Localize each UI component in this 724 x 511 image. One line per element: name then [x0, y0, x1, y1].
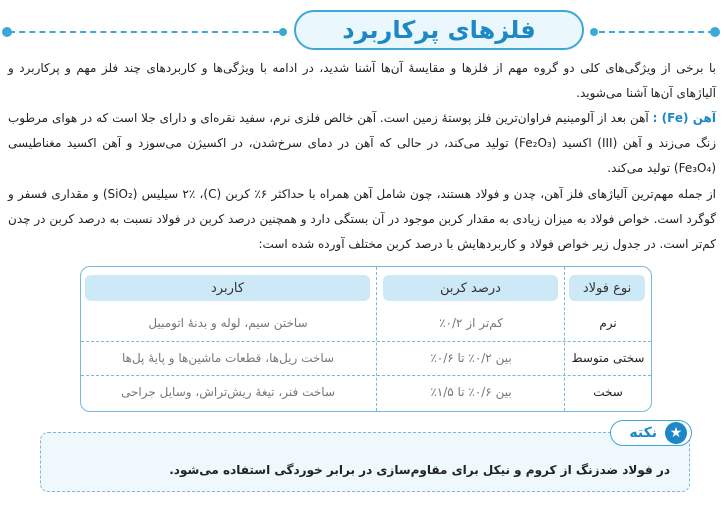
title-dot-right [710, 27, 720, 37]
intro-paragraph: با برخی از ویژگی‌های کلی دو گروه مهم از فلزها و مقایسهٔ آن‌ها آشنا شدید، در ادامه با ویژگی‌ها و کاربردهای چند فلز مهم و پرکاربرد و آلیاژهای آن‌ها آشنا می‌شوید. [8, 61, 716, 100]
title-dashed-line-left [9, 31, 279, 33]
table-cell-carbon: بین ۰/۶٪ تا ۱/۵٪ [430, 385, 512, 399]
iron-paragraph [8, 106, 716, 181]
title-dot-left-inner [279, 28, 287, 36]
table-cell-carbon: بین ۰/۲٪ تا ۰/۶٪ [430, 351, 512, 365]
table-cell-type: سخت [593, 385, 623, 399]
title-dot-right-inner [590, 28, 598, 36]
header-carbon-percent: درصد کربن [383, 275, 558, 301]
table-cell-carbon: کم‌تر از ۰/۲٪ [439, 316, 503, 330]
title-pill [294, 10, 584, 50]
page-title: فلزهای پرکاربرد [342, 16, 536, 44]
iron-heading: آهن (Fe) : [652, 111, 716, 125]
table-cell-application: ساخت ریل‌ها، قطعات ماشین‌ها و پایهٔ پل‌ها [121, 351, 335, 365]
table-cell-application: ساختن سیم، لوله و بدنهٔ اتومبیل [148, 316, 308, 330]
header-steel-type: نوع فولاد [569, 275, 645, 301]
note-badge [610, 420, 692, 446]
iron-paragraph-text: آهن بعد از آلومینیم فراوان‌ترین فلز پوستهٔ زمین است. آهن خالص فلزی نرم، سفید نقره‌ای و دارای جلا است که در هوای مرطوب زنگ می‌زند و آهن (III) اکسید (Fe₂O₃) تولید می‌کند، در حالی که آهن در دمای سرخ‌شدن، در اکسیژن می‌سوزد و آهن اکسید مغناطیسی (Fe₃O₄) تولید می‌کند. [8, 111, 716, 175]
header-application: کاربرد [85, 275, 370, 301]
alloys-paragraph: از جمله مهم‌ترین آلیاژهای فلز آهن، چدن و فولاد هستند، چون شامل آهن همراه با حداکثر ۶٪ کربن (C)، ۲٪ سیلیس (SiO₂) و مقداری فسفر و گوگرد است. خواص فولاد به میزان زیادی به مقدار کربن موجود در آن بستگی دارد و همچنین درصد کربن در فولاد نسبت به درصد کربن در چدن کم‌تر است. در جدول زیر خواص فولاد و کاربردهایش با درصد کربن مختلف آورده شده است: [8, 187, 716, 251]
note-text: در فولاد ضدزنگ از کروم و نیکل برای مقاوم‌سازی در برابر خوردگی استفاده می‌شود. [169, 463, 670, 477]
star-icon: ★ [665, 422, 687, 444]
steel-properties-table [80, 266, 652, 412]
note-label: نکته [629, 425, 657, 441]
table-cell-type: نرم [599, 316, 617, 330]
section-title-banner [0, 8, 724, 52]
table-cell-type: سختی متوسط [571, 351, 645, 365]
title-dot-left [2, 27, 12, 37]
table-cell-application: ساخت فنر، تیغهٔ ریش‌تراش، وسایل جراحی [121, 385, 335, 399]
title-dashed-line-right [599, 31, 714, 33]
